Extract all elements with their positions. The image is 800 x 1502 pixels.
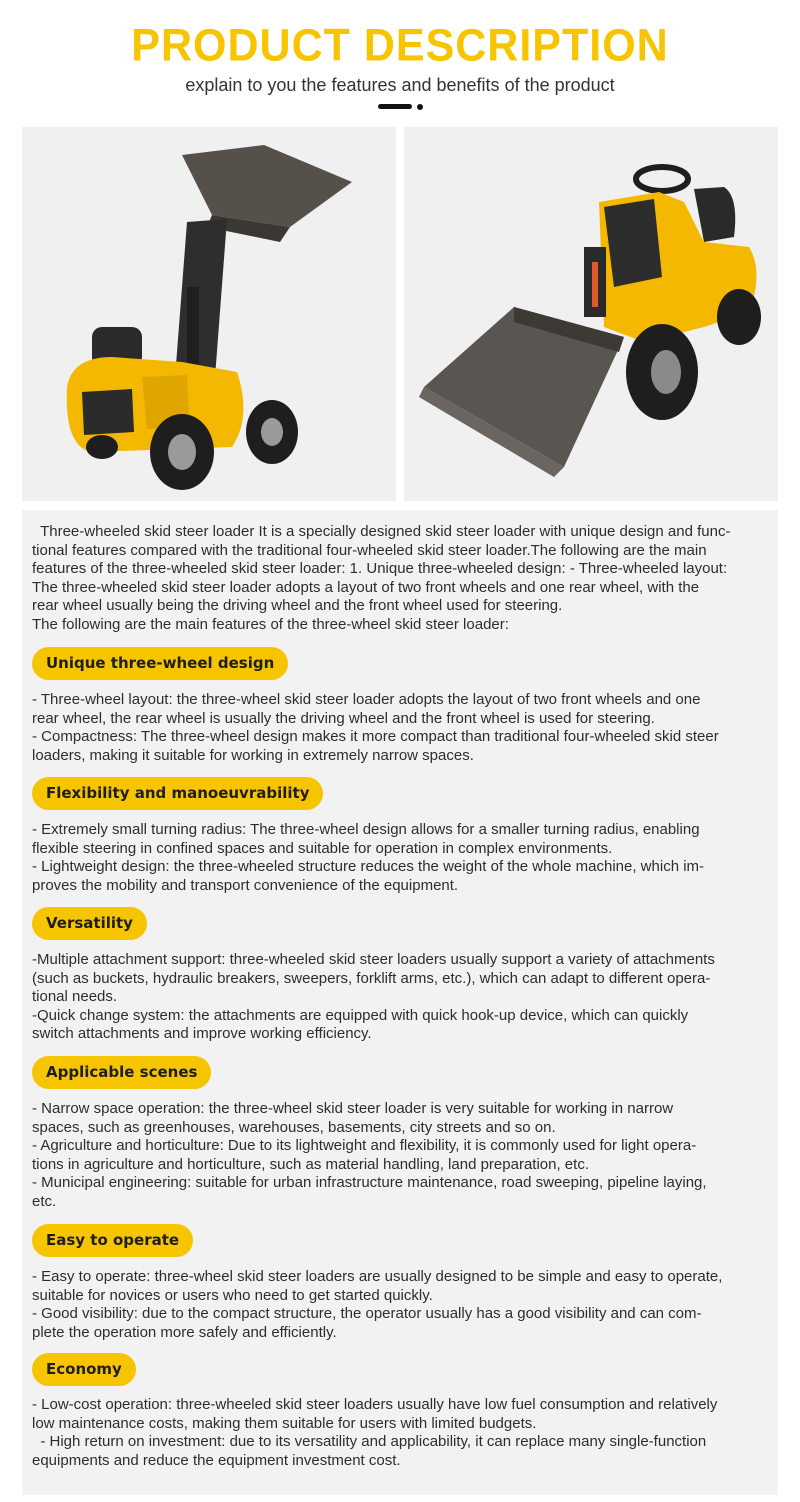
loader-lowered-bucket-photo (404, 127, 778, 501)
body-line: proves the mobility and transport convenience of the equipment. (32, 876, 459, 894)
intro-line: rear wheel usually being the driving wheel and the front wheel used for steering. (32, 597, 563, 614)
intro-line: The three-wheeled skid steer loader adopts a layout of two front wheels and one rear wheel, with the (32, 578, 700, 596)
loader-lowered-illustration (404, 127, 778, 501)
body-line: - Compactness: The three-wheel design makes it more compact than traditional four-wheeled skid steer (32, 728, 719, 745)
loader-raised-illustration (22, 127, 396, 501)
body-line: equipments and reduce the equipment investment cost. (32, 1451, 401, 1469)
intro-line: features of the three-wheeled skid steer loader: 1. Unique three-wheeled design: - Three-wheeled layout: (32, 560, 728, 577)
body-line: -Quick change system: the attachments are equipped with quick hook-up device, which can quickly (32, 1006, 689, 1024)
body-line: loaders, making it suitable for working in extremely narrow spaces. (32, 746, 474, 764)
body-line: - Easy to operate: three-wheel skid steer loaders are usually designed to be simple and easy to operate, (32, 1268, 723, 1285)
body-line: - Municipal engineering: suitable for urban infrastructure maintenance, road sweeping, pipeline laying, (32, 1174, 707, 1191)
body-line: flexible steering in confined spaces and suitable for operation in complex environments. (32, 839, 613, 857)
body-line: - Low-cost operation: three-wheeled skid steer loaders usually have low fuel consumption and relatively (32, 1396, 718, 1413)
body-line: spaces, such as greenhouses, warehouses, basements, city streets and so on. (32, 1118, 556, 1136)
section-heading-unique-design: Unique three-wheel design (32, 647, 288, 680)
section-heading-flexibility: Flexibility and manoeuvrability (32, 777, 323, 810)
section-body-applicable-scenes (32, 1100, 768, 1211)
body-line: tions in agriculture and horticulture, such as material handling, land preparation, etc. (32, 1155, 589, 1173)
body-line: low maintenance costs, making them suitable for users with limited budgets. (32, 1414, 537, 1432)
page-subtitle: explain to you the features and benefits of the product (185, 75, 615, 95)
section-body-unique-design (32, 691, 768, 765)
divider-dot (417, 104, 423, 110)
body-line: - Good visibility: due to the compact structure, the operator usually has a good visibility and can com- (32, 1305, 702, 1322)
page-title: PRODUCT DESCRIPTION (131, 20, 669, 72)
body-line: - Extremely small turning radius: The three-wheel design allows for a smaller turning radius, enabling (32, 821, 700, 838)
body-line: (such as buckets, hydraulic breakers, sweepers, forklift arms, etc.), which can adapt to different opera- (32, 969, 711, 987)
section-body-easy-to-operate (32, 1268, 768, 1342)
divider-dash (378, 104, 412, 109)
intro-line: The following are the main features of the three-wheel skid steer loader: (32, 615, 509, 633)
section-body-versatility (32, 951, 768, 1044)
body-line: suitable for novices or users who need to get started quickly. (32, 1286, 433, 1304)
loader-raised-bucket-photo (22, 127, 396, 501)
body-line: - Three-wheel layout: the three-wheel skid steer loader adopts the layout of two front wheels and one (32, 691, 701, 708)
body-line: rear wheel, the rear wheel is usually the driving wheel and the front wheel is used for steering. (32, 709, 655, 727)
intro-line: Three-wheeled skid steer loader It is a specially designed skid steer loader with unique design and func- (32, 523, 731, 540)
section-body-flexibility (32, 821, 768, 895)
body-line: - Lightweight design: the three-wheeled structure reduces the weight of the whole machine, which im- (32, 858, 705, 875)
body-line: - Narrow space operation: the three-wheel skid steer loader is very suitable for working in narrow (32, 1100, 674, 1117)
body-line: etc. (32, 1192, 57, 1210)
body-line: - Agriculture and horticulture: Due to its lightweight and flexibility, it is commonly used for light opera- (32, 1137, 697, 1154)
body-line: plete the operation more safely and efficiently. (32, 1323, 337, 1341)
body-line: -Multiple attachment support: three-wheeled skid steer loaders usually support a variety of attachments (32, 951, 715, 968)
body-line: switch attachments and improve working efficiency. (32, 1025, 372, 1042)
section-heading-versatility: Versatility (32, 907, 147, 940)
intro-paragraph (32, 523, 768, 634)
section-heading-applicable-scenes: Applicable scenes (32, 1056, 211, 1089)
section-body-economy (32, 1396, 768, 1470)
section-heading-easy-to-operate: Easy to operate (32, 1224, 193, 1257)
body-line: - High return on investment: due to its versatility and applicability, it can replace many single-function (32, 1433, 707, 1450)
section-heading-economy: Economy (32, 1353, 136, 1386)
body-line: tional needs. (32, 988, 118, 1005)
intro-line: tional features compared with the traditional four-wheeled skid steer loader.The following are the main (32, 541, 707, 559)
